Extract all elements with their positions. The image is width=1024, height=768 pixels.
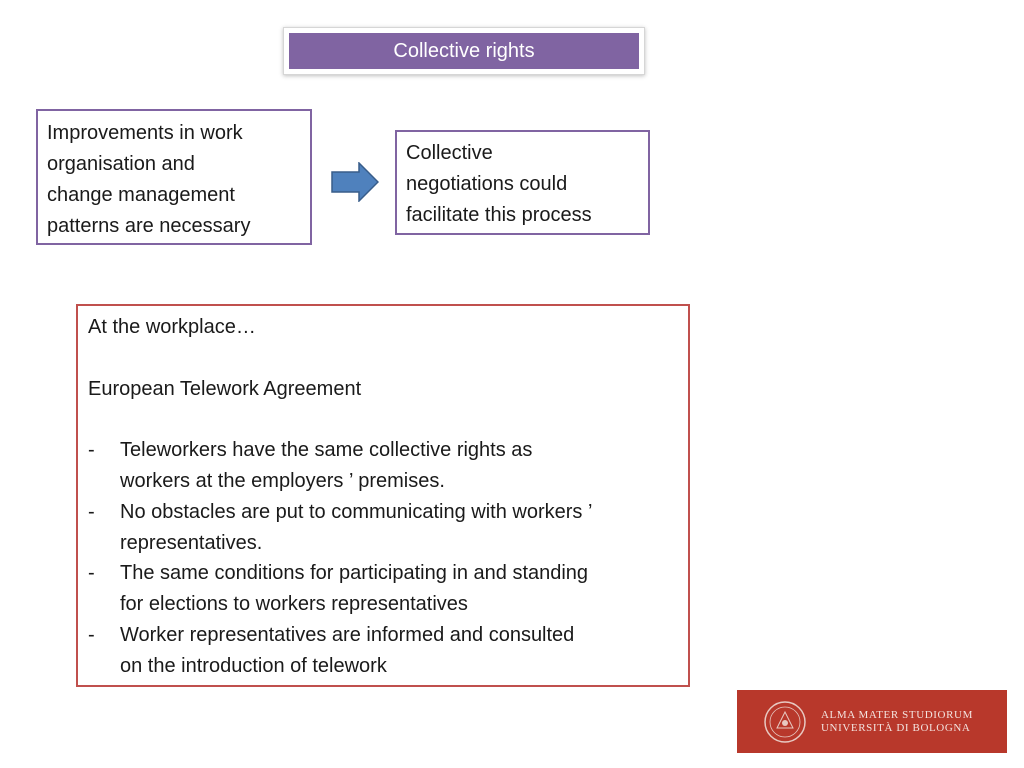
right-box [395, 130, 650, 235]
bullet-line: workers at the employers ’ premises. [120, 469, 445, 492]
right-box-line: Collective [406, 142, 493, 164]
bullet-item [88, 620, 678, 682]
logo-line-2: UNIVERSITÀ DI BOLOGNA [821, 721, 971, 734]
blank-line [88, 343, 678, 374]
left-box [36, 109, 312, 245]
main-intro: At the workplace… [88, 316, 256, 338]
bullet-line: No obstacles are put to communicating with workers ’ [120, 500, 593, 523]
title-frame [283, 27, 645, 75]
right-box-line: negotiations could [406, 173, 568, 195]
blank-line [88, 404, 678, 435]
bullet-line: representatives. [120, 531, 263, 554]
bullet-item [88, 497, 678, 559]
bullet-line: on the introduction of telework [120, 654, 387, 677]
bullet-marker: - [88, 562, 95, 585]
bullet-item [88, 435, 678, 497]
bullet-line: for elections to workers representatives [120, 593, 468, 616]
left-box-line: change management [47, 184, 235, 206]
arrow-right-icon [331, 162, 379, 202]
slide-title: Collective rights [289, 33, 639, 69]
bullet-marker: - [88, 500, 95, 523]
bullet-marker: - [88, 623, 95, 646]
bullet-list [88, 435, 678, 681]
left-box-line: organisation and [47, 153, 195, 175]
left-box-line: patterns are necessary [47, 215, 251, 237]
logo-line-1: ALMA MATER STUDIORUM [821, 708, 973, 721]
bullet-line: The same conditions for participating in and standing [120, 562, 589, 585]
left-box-line: Improvements in work [47, 122, 243, 144]
university-seal-icon [763, 700, 807, 744]
logo-text [821, 709, 973, 735]
main-heading: European Telework Agreement [88, 377, 362, 400]
main-box [76, 304, 690, 687]
bullet-item [88, 558, 678, 620]
right-box-line: facilitate this process [406, 204, 592, 226]
bullet-marker: - [88, 439, 95, 462]
bullet-line: Worker representatives are informed and consulted [120, 623, 575, 646]
bullet-line: Teleworkers have the same collective rights as [120, 439, 533, 462]
university-logo [737, 690, 1007, 753]
